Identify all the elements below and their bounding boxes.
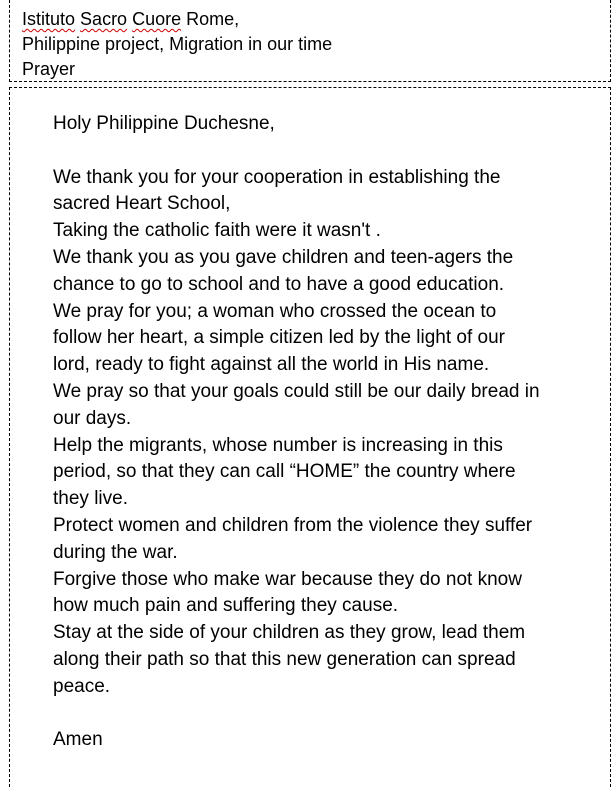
spellcheck-word: Cuore <box>132 9 182 29</box>
prayer-line: lord, ready to fight against all the world in His name. <box>53 354 490 376</box>
prayer-line: We thank you for your cooperation in establishing the <box>53 166 501 188</box>
spellcheck-word: Istituto <box>22 9 76 29</box>
header-school-name <box>22 6 239 32</box>
header-title: Prayer <box>22 59 76 79</box>
prayer-line: Protect women and children from the violence they suffer <box>53 514 533 536</box>
salutation: Holy Philippine Duchesne, <box>53 113 275 134</box>
prayer-line: peace. <box>53 675 111 697</box>
prayer-line: period, so that they can call “HOME” the country where <box>53 461 516 483</box>
closing: Amen <box>53 729 103 751</box>
prayer-line: We pray for you; a woman who crossed the ocean to <box>53 300 497 322</box>
prayer-text <box>53 111 605 754</box>
spellcheck-word: Sacro <box>80 9 128 29</box>
prayer-line: during the war. <box>53 541 178 563</box>
prayer-line: Stay at the side of your children as they grow, lead them <box>53 622 526 644</box>
prayer-line: they live. <box>53 488 128 510</box>
prayer-line: how much pain and suffering they cause. <box>53 595 399 617</box>
prayer-line: Taking the catholic faith were it wasn't . <box>53 220 381 242</box>
header-project: Philippine project, Migration in our time <box>22 34 333 54</box>
prayer-line: sacred Heart School, <box>53 193 231 215</box>
prayer-line: follow her heart, a simple citizen led by the light of our <box>53 327 506 349</box>
prayer-line: Help the migrants, whose number is increasing in this <box>53 434 503 456</box>
header-city: Rome, <box>186 9 240 29</box>
prayer-line: chance to go to school and to have a good education. <box>53 273 505 295</box>
prayer-line: Forgive those who make war because they do not know <box>53 568 522 590</box>
prayer-line: along their path so that this new generation can spread <box>53 648 516 670</box>
header-box <box>9 0 611 82</box>
prayer-line: our days. <box>53 407 132 429</box>
prayer-line: We pray so that your goals could still be our daily bread in <box>53 380 540 402</box>
prayer-line: We thank you as you gave children and teen-agers the <box>53 246 514 268</box>
